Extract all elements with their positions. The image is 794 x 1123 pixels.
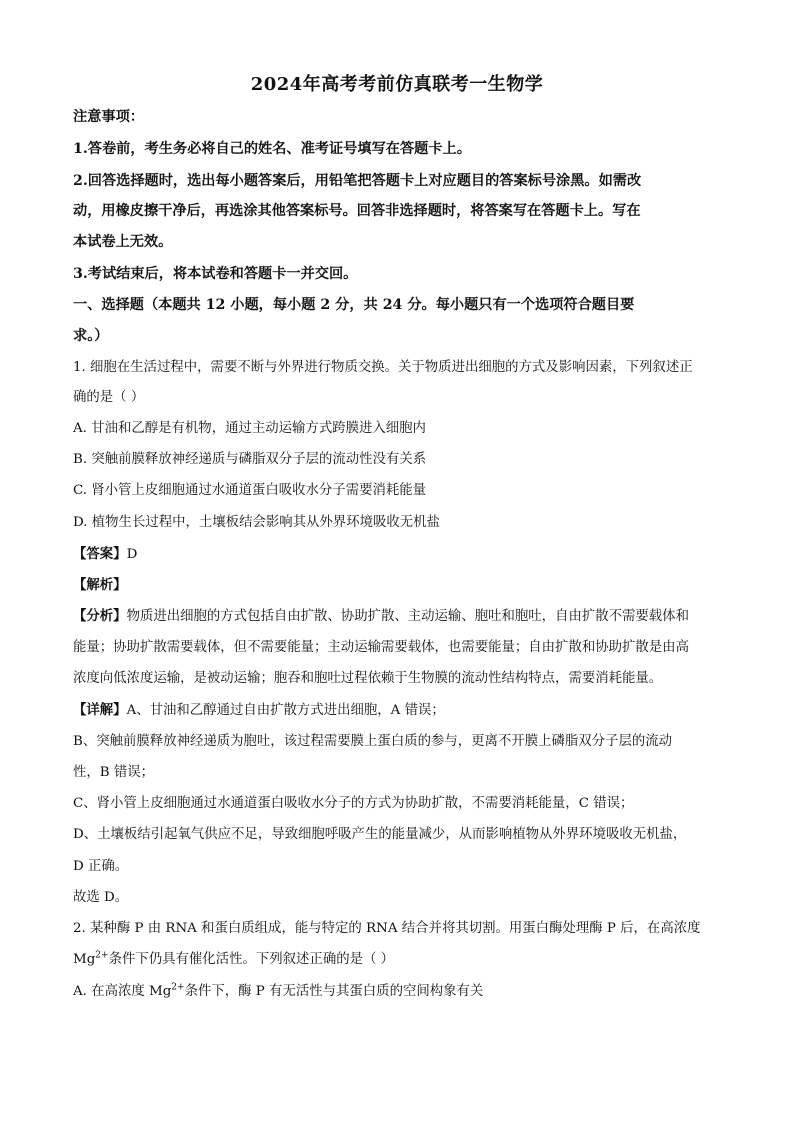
q1-stem-line-1: 1. 细胞在生活过程中，需要不断与外界进行物质交换。关于物质进出细胞的方式及影响因素，下列叙述正 — [73, 360, 693, 375]
q1-xiangjie-d-line-1: D、土壤板结引起氧气供应不足，导致细胞呼吸产生的能量减少，从而影响植物从外界环境吸收无机盐， — [73, 827, 687, 842]
notice-item-1: 1.答卷前，考生务必将自己的姓名、准考证号填写在答题卡上。 — [73, 141, 471, 157]
q1-analysis-tag — [73, 576, 127, 595]
q1-fenxi-line-1 — [73, 607, 689, 626]
q1-conclusion: 故选 D。 — [73, 890, 129, 905]
notice-heading: 注意事项： — [73, 109, 144, 125]
page-title: 2024年高考考前仿真联考一生物学 — [250, 74, 544, 95]
section-heading-line-2: 求。） — [73, 328, 109, 344]
q2-stem-mg-charge: 2+ — [95, 950, 109, 961]
fenxi-tag: 【分析】 — [73, 608, 127, 624]
fenxi-text-1: 物质进出细胞的方式包括自由扩散、协助扩散、主动运输、胞吐和胞吐，自由扩散不需要载体和 — [126, 609, 689, 624]
q1-xiangjie-b-line-2: 性，B 错误； — [73, 765, 155, 780]
q1-xiangjie-d-line-2: D 正确。 — [73, 859, 129, 874]
xiangjie-a-text: A、甘油和乙醇通过自由扩散方式进出细胞，A 错误； — [126, 703, 445, 718]
notice-item-2-line-3: 本试卷上无效。 — [73, 234, 173, 250]
q2-stem-rest: 条件下仍具有催化活性。下列叙述正确的是（ ） — [108, 952, 395, 967]
q2-option-a — [73, 983, 483, 1001]
q1-xiangjie-a — [73, 701, 445, 720]
answer-value: D — [126, 547, 138, 562]
q2-stem-mg: Mg — [73, 952, 96, 967]
q2-option-a-charge: 2+ — [171, 982, 185, 993]
xiangjie-tag: 【详解】 — [73, 702, 127, 718]
notice-item-3: 3.考试结束后，将本试卷和答题卡一并交回。 — [73, 266, 358, 282]
q1-xiangjie-b-line-1: B、突触前膜释放神经递质为胞吐，该过程需要膜上蛋白质的参与，更离不开膜上磷脂双分子层的流动 — [73, 734, 673, 749]
q1-fenxi-line-2: 能量；协助扩散需要载体，但不需要能量；主动运输需要载体，也需要能量；自由扩散和协助扩散是由高 — [73, 640, 689, 655]
q1-stem-line-2: 确的是（ ） — [73, 390, 145, 405]
section-heading-line-1: 一、选择题（本题共 12 小题，每小题 2 分，共 24 分。每小题只有一个选项符合题目要 — [73, 297, 635, 313]
q1-answer — [73, 545, 137, 564]
notice-item-2-line-2: 动，用橡皮擦干净后，再选涂其他答案标号。回答非选择题时，将答案写在答题卡上。写在 — [73, 203, 641, 219]
q2-stem-line-2 — [73, 951, 394, 969]
q1-option-b: B. 突触前膜释放神经递质与磷脂双分子层的流动性没有关系 — [73, 452, 427, 467]
q1-fenxi-line-3: 浓度向低浓度运输，是被动运输；胞吞和胞吐过程依赖于生物膜的流动性结构特点，需要消耗能量。 — [73, 671, 663, 686]
q1-xiangjie-c: C、肾小管上皮细胞通过水通道蛋白吸收水分子的方式为协助扩散，不需要消耗能量，C 错误； — [73, 796, 634, 811]
q2-option-a-post: 条件下，酶 P 有无活性与其蛋白质的空间构象有关 — [184, 984, 484, 999]
notice-item-2-line-1: 2.回答选择题时，选出每小题答案后，用铅笔把答题卡上对应题目的答案标号涂黑。如需改 — [73, 173, 642, 189]
analysis-tag: 【解析】 — [73, 577, 127, 593]
answer-tag: 【答案】 — [73, 546, 127, 562]
q1-option-c: C. 肾小管上皮细胞通过水通道蛋白吸收水分子需要消耗能量 — [73, 483, 427, 498]
q1-option-d: D. 植物生长过程中，土壤板结会影响其从外界环境吸收无机盐 — [73, 515, 440, 530]
q2-option-a-pre: A. 在高浓度 Mg — [73, 984, 172, 999]
q2-stem-line-1: 2. 某种酶 P 由 RNA 和蛋白质组成，能与特定的 RNA 结合并将其切割。用蛋白酶处理酶 P 后，在高浓度 — [73, 921, 701, 936]
q1-option-a: A. 甘油和乙醇是有机物，通过主动运输方式跨膜进入细胞内 — [73, 421, 426, 436]
